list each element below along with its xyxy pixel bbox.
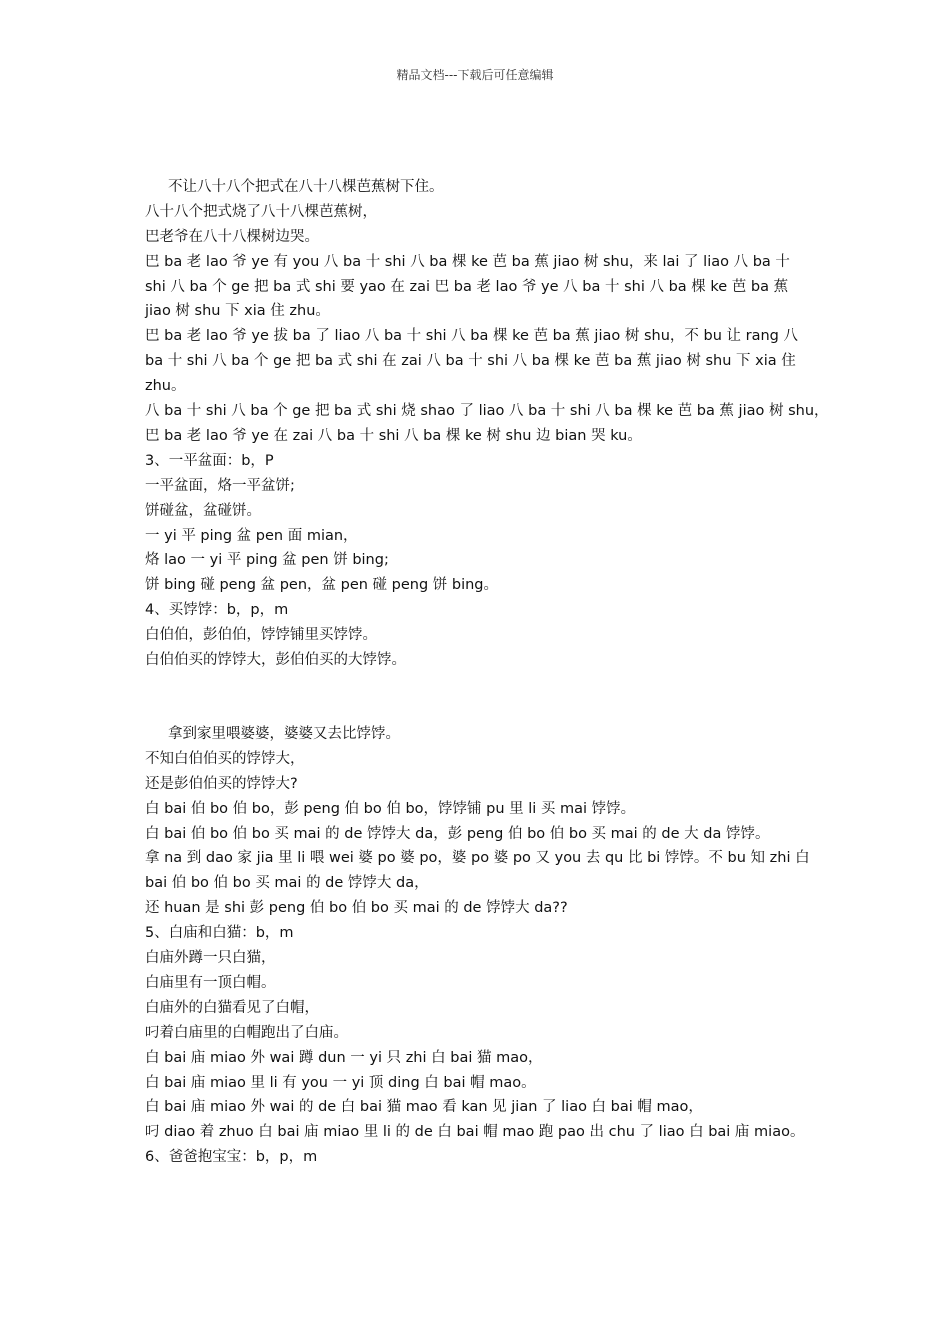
text-line: 不让八十八个把式在八十八棵芭蕉树下住。 <box>168 179 444 195</box>
text-line: 一平盆面，烙一平盆饼; <box>145 477 295 494</box>
text-line: 八 ba 十 shi 八 ba 个 ge 把 ba 式 shi 烧 shao 了 liao 八 ba 十 shi 八 ba 棵 ke 芭 ba 蕉 jiao 树 shu， <box>145 403 829 420</box>
text-line: 白 bai 庙 miao 外 wai 蹲 dun 一 yi 只 zhi 白 bai 猫 mao， <box>145 1049 543 1066</box>
text-line: 白 bai 庙 miao 外 wai 的 de 白 bai 猫 mao 看 kan 见 jian 了 liao 白 bai 帽 mao， <box>145 1099 703 1116</box>
text-line: 白庙里有一顶白帽。 <box>145 974 276 991</box>
text-line: 白伯伯买的饽饽大，彭伯伯买的大饽饽。 <box>145 652 406 669</box>
text-line: 一 yi 平 ping 盆 pen 面 mian， <box>145 527 358 544</box>
text-line: 白 bai 伯 bo 伯 bo 买 mai 的 de 饽饽大 da，彭 peng 伯 bo 伯 bo 买 mai 的 de 大 da 饽饽。 <box>145 825 770 842</box>
section-heading: 4、买饽饽：b，p，m <box>145 602 289 619</box>
text-line: 白 bai 伯 bo 伯 bo，彭 peng 伯 bo 伯 bo，饽饽铺 pu 里 li 买 mai 饽饽。 <box>145 800 636 817</box>
text-line: 饼 bing 碰 peng 盆 pen，盆 pen 碰 peng 饼 bing。 <box>145 577 499 594</box>
text-line: 还 huan 是 shi 彭 peng 伯 bo 伯 bo 买 mai 的 de 饽饽大 da?? <box>145 900 568 917</box>
text-line: 白伯伯，彭伯伯，饽饽铺里买饽饽。 <box>145 627 377 644</box>
text-line: 白 bai 庙 miao 里 li 有 you 一 yi 顶 ding 白 bai 帽 mao。 <box>145 1074 536 1091</box>
text-line: 烙 lao 一 yi 平 ping 盆 pen 饼 bing; <box>145 552 389 569</box>
text-line: 饼碰盆，盆碰饼。 <box>145 502 261 519</box>
text-line: 巴 ba 老 lao 爷 ye 拔 ba 了 liao 八 ba 十 shi 八 ba 棵 ke 芭 ba 蕉 jiao 树 shu，不 bu 让 rang 八 ba 十 shi 八 ba 个 ge 把 ba 式 shi 在 zai 八 ba 十 shi 八 ba 棵 ke 芭 ba 蕉 jiao 树 shu 下 xia 住 zhu。 <box>145 328 798 395</box>
page-header: 精品文档---下载后可任意编辑 <box>396 68 554 82</box>
text-line: 叼 diao 着 zhuo 白 bai 庙 miao 里 li 的 de 白 bai 帽 mao 跑 pao 出 chu 了 liao 白 bai 庙 miao。 <box>145 1124 805 1141</box>
text-line: 拿到家里喂婆婆，婆婆又去比饽饽。 <box>168 726 400 742</box>
text-line: 白庙外的白猫看见了白帽， <box>145 999 319 1016</box>
text-line: 叼着白庙里的白帽跑出了白庙。 <box>145 1024 348 1041</box>
text-block-1 <box>145 175 829 673</box>
text-line: 巴 ba 老 lao 爷 ye 在 zai 八 ba 十 shi 八 ba 棵 ke 树 shu 边 bian 哭 ku。 <box>145 428 642 444</box>
text-line: 八十八个把式烧了八十八棵芭蕉树， <box>145 203 377 220</box>
text-line: 不知白伯伯买的饽饽大， <box>145 750 305 767</box>
text-line: 巴 ba 老 lao 爷 ye 有 you 八 ba 十 shi 八 ba 棵 ke 芭 ba 蕉 jiao 树 shu，来 lai 了 liao 八 ba 十 shi 八 ba 个 ge 把 ba 式 shi 要 yao 在 zai 巴 ba 老 lao 爷 ye 八 ba 十 shi 八 ba 棵 ke 芭 ba 蕉 jiao 树 shu 下 xia 住 zhu。 <box>145 253 790 320</box>
text-line: 拿 na 到 dao 家 jia 里 li 喂 wei 婆 po 婆 po，婆 po 婆 po 又 you 去 qu 比 bi 饽饽。不 bu 知 zhi 白 bai 伯 bo 伯 bo 买 mai 的 de 饽饽大 da， <box>145 850 810 892</box>
text-line: 白庙外蹲一只白猫， <box>145 950 276 967</box>
text-block-2 <box>145 722 810 1170</box>
section-heading: 3、一平盆面：b，P <box>145 452 274 469</box>
text-line: 还是彭伯伯买的饽饽大? <box>145 775 298 792</box>
text-line: 巴老爷在八十八棵树边哭。 <box>145 228 319 245</box>
section-heading: 5、白庙和白猫：b，m <box>145 925 294 942</box>
section-heading: 6、爸爸抱宝宝：b，p，m <box>145 1149 318 1166</box>
